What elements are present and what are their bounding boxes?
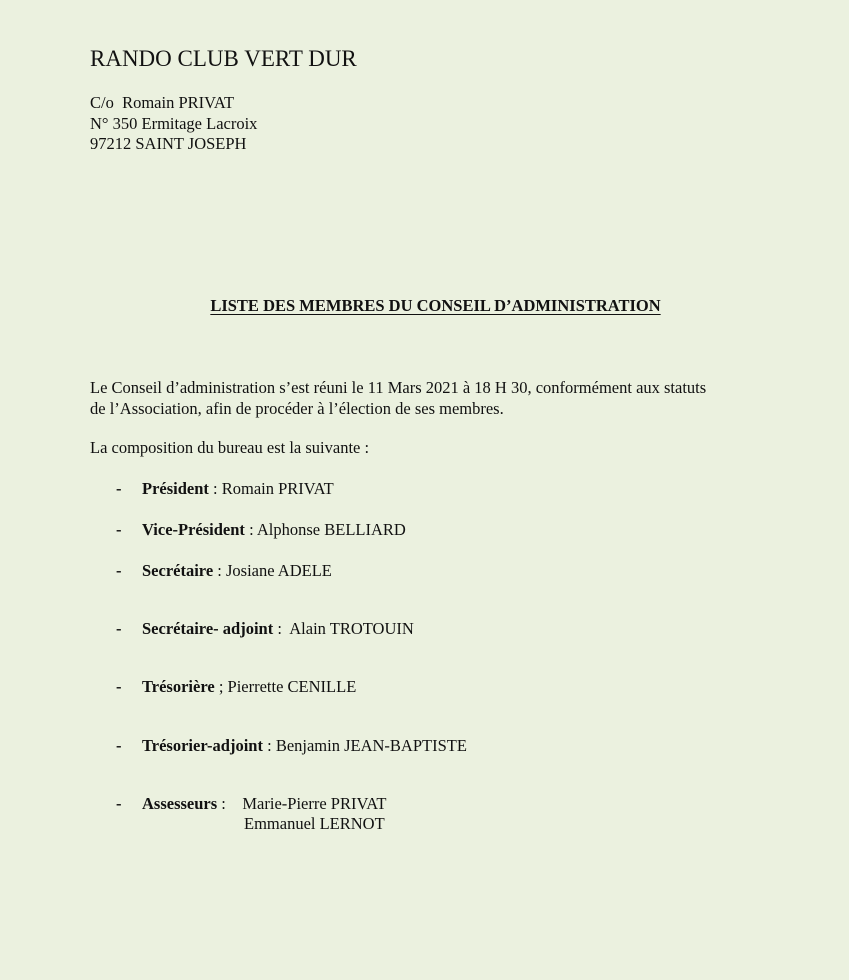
member-role: Président (142, 479, 209, 498)
member-item-treasurer (116, 677, 356, 698)
member-name: Marie-Pierre PRIVAT (242, 794, 387, 813)
address-block (90, 93, 257, 155)
member-separator: : (244, 520, 257, 539)
member-role: Secrétaire- adjoint (142, 619, 274, 638)
member-item-secretary (116, 561, 332, 582)
member-item-president (116, 479, 334, 500)
member-name: Alphonse BELLIARD (256, 520, 406, 539)
member-role: Secrétaire (142, 561, 214, 580)
member-item-assistant-secretary (116, 619, 414, 640)
composition-text: La composition du bureau est la suivante : (90, 438, 370, 457)
member-name: Josiane ADELE (226, 561, 332, 580)
member-separator: : (208, 479, 222, 498)
document-title-text: LISTE DES MEMBRES DU CONSEIL D’ADMINISTRATION (210, 296, 661, 315)
address-line: N° 350 Ermitage Lacroix (90, 113, 258, 133)
member-item-assessors (116, 794, 386, 815)
list-dash: - (116, 619, 122, 638)
member-role: Assesseurs (142, 794, 218, 813)
member-item-vice-president (116, 520, 406, 541)
member-role: Vice-Président (142, 520, 245, 539)
member-separator: : (273, 619, 290, 638)
intro-line: de l’Association, afin de procéder à l’élection de ses membres. (90, 398, 504, 418)
organization-name: RANDO CLUB VERT DUR (90, 46, 357, 71)
member-role: Trésorier-adjoint (142, 736, 263, 755)
member-name: Alain TROTOUIN (289, 619, 414, 638)
member-item-assistant-treasurer (116, 736, 467, 757)
member-separator: : (217, 794, 243, 813)
address-line: 97212 SAINT JOSEPH (90, 134, 247, 153)
list-dash: - (116, 479, 122, 498)
list-dash: - (116, 561, 122, 580)
member-separator: : (213, 561, 226, 580)
intro-line: Le Conseil d’administration s’est réuni le 11 Mars 2021 à 18 H 30, conformément aux statuts (90, 378, 707, 397)
member-name: Pierrette CENILLE (227, 677, 357, 696)
intro-paragraph (90, 378, 770, 419)
member-name: Romain PRIVAT (221, 479, 334, 498)
list-dash: - (116, 794, 122, 813)
member-separator: : (262, 736, 276, 755)
member-name-secondary: Emmanuel LERNOT (244, 814, 385, 833)
address-line: C/o Romain PRIVAT (90, 93, 235, 112)
list-dash: - (116, 677, 122, 696)
member-name: Benjamin JEAN-BAPTISTE (275, 736, 467, 755)
member-role: Trésorière (142, 677, 215, 696)
list-dash: - (116, 736, 122, 755)
member-separator: ; (214, 677, 228, 696)
document-title (0, 295, 849, 317)
list-dash: - (116, 520, 122, 539)
